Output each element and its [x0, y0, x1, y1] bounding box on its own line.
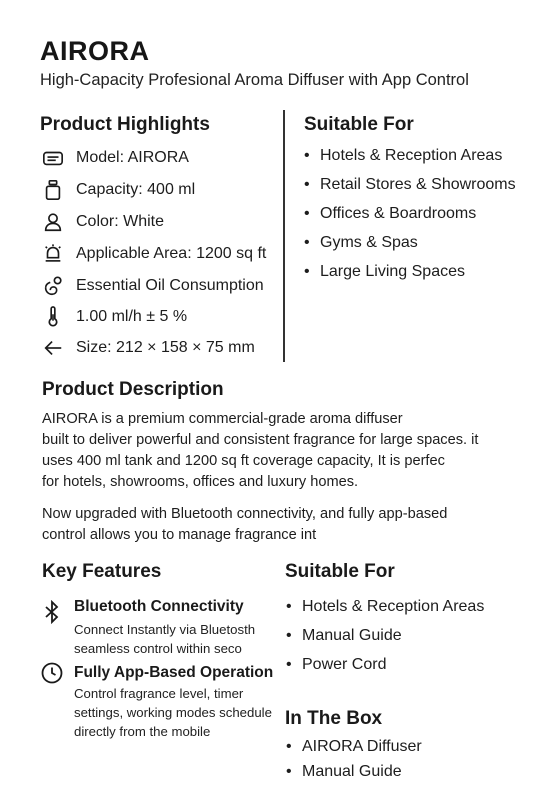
- feature-title-bluetooth: Bluetooth Connectivity: [74, 598, 244, 615]
- key-features-heading: Key Features: [42, 561, 162, 582]
- suitable-for-bottom-heading: Suitable For: [285, 561, 395, 582]
- highlight-area-text: Applicable Area: 1200 sq ft: [76, 245, 267, 262]
- highlight-oil-text: Essential Oil Consumption: [76, 277, 264, 294]
- in-the-box-heading: In The Box: [285, 708, 383, 729]
- list-item: • Power Cord: [286, 656, 484, 685]
- column-divider: [283, 110, 285, 362]
- in-the-box-list: [286, 738, 422, 788]
- highlight-capacity-text: Capacity: 400 ml: [76, 181, 196, 198]
- highlight-color-text: Color: White: [76, 213, 165, 230]
- list-item: • Retail Stores & Showrooms: [304, 176, 516, 205]
- highlight-model-text: Model: AIRORA: [76, 149, 189, 166]
- list-item: • AIRORA Diffuser: [286, 738, 422, 763]
- highlight-rate-text: 1.00 ml/h ± 5 %: [76, 308, 188, 325]
- highlight-area: [40, 241, 266, 267]
- thermometer-icon: [40, 306, 66, 328]
- list-item: • Manual Guide: [286, 627, 484, 656]
- description-heading: Product Description: [42, 379, 224, 400]
- highlight-capacity: [40, 177, 195, 203]
- model-card-icon: [40, 147, 66, 169]
- arrow-left-icon: [40, 337, 66, 359]
- product-subtitle: High-Capacity Profesional Aroma Diffuser with App Control: [40, 71, 469, 89]
- list-item: • Hotels & Reception Areas: [304, 147, 516, 176]
- bottle-icon: [40, 179, 66, 201]
- list-item: • Large Living Spaces: [304, 263, 516, 292]
- description-paragraph-1: AIRORA is a premium commercial-grade aroma diffuser built to deliver powerful and consistent fragrance for large spaces. it uses 400 ml tank and 1200 sq ft coverage capacity, It is perfec for hotels, showrooms, offices and luxury homes.: [42, 411, 479, 490]
- highlight-size: [40, 335, 255, 361]
- suitable-for-bottom-list: [286, 598, 484, 685]
- suitable-for-list: [304, 147, 516, 292]
- highlight-size-text: Size: 212 × 158 × 75 mm: [76, 339, 255, 356]
- highlight-color: [40, 209, 164, 235]
- person-icon: [40, 211, 66, 233]
- clock-icon: [40, 661, 64, 685]
- list-item: • Gyms & Spas: [304, 234, 516, 263]
- feature-title-app: Fully App-Based Operation: [74, 664, 274, 681]
- list-item: • Manual Guide: [286, 763, 422, 788]
- highlight-oil: [40, 273, 264, 299]
- highlight-model: [40, 145, 189, 171]
- feature-body-bluetooth: Connect Instantly via Bluetosth seamless control within seco: [74, 622, 256, 656]
- oil-drop-icon: [40, 275, 66, 297]
- list-item: • Offices & Boardrooms: [304, 205, 516, 234]
- area-icon: [40, 243, 66, 265]
- list-item: • Hotels & Reception Areas: [286, 598, 484, 627]
- suitable-for-heading: Suitable For: [304, 114, 414, 135]
- bluetooth-icon: [40, 600, 64, 624]
- highlight-rate: [40, 304, 187, 330]
- product-title: AIRORA: [40, 36, 150, 66]
- description-paragraph-2: Now upgraded with Bluetooth connectivity, and fully app-based control allows you to manage fragrance int: [42, 506, 448, 543]
- highlights-heading: Product Highlights: [40, 114, 210, 135]
- feature-body-app: Control fragrance level, timer settings, working modes schedule directly from the mobile: [74, 686, 272, 739]
